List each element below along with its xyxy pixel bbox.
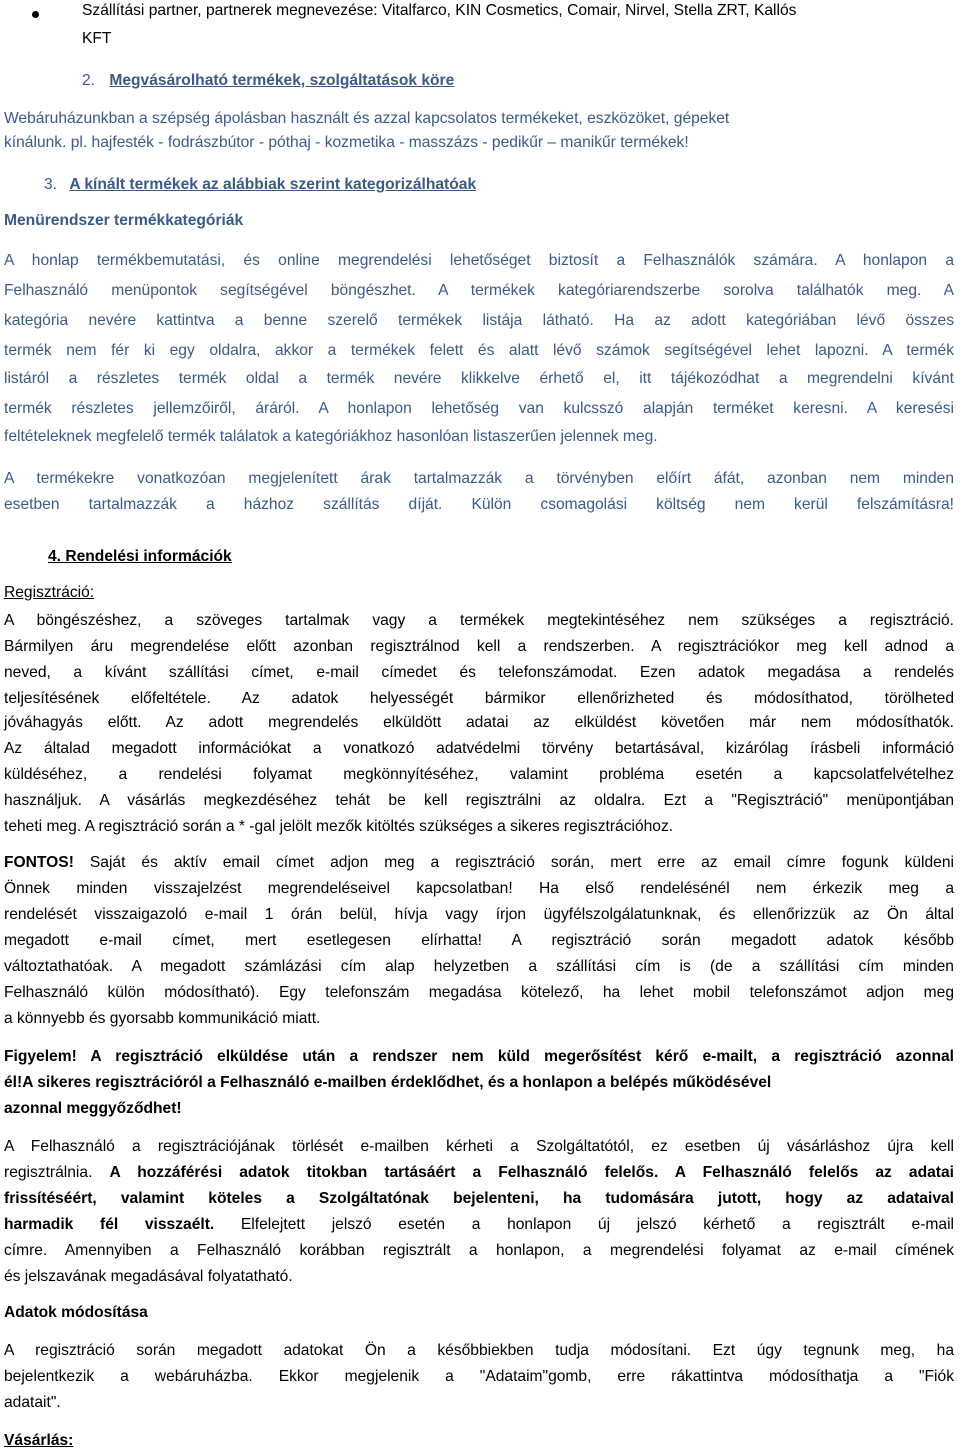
section-3-line: A honlap termékbemutatási, és online megrendelési lehetőséget biztosít a Felhasználók számára. A honlapon a	[4, 252, 954, 269]
delete-line: A Felhasználó a regisztrációjának törlését e-mailben kérheti a Szolgáltatótól, ez esetben új vásárláshoz újra kell	[4, 1138, 954, 1155]
section-3-line: kategória nevére kattintva a benne szerelő termékek listája látható. Ha az adott kategóriában lévő összes	[4, 312, 954, 329]
registration-line: használjuk. A vásárlás megkezdéséhez tehát be kell regisztrálni az oldalra. Ezt a "Regisztráció" menüpontjában	[4, 792, 954, 809]
section-3-title: A kínált termékek az alábbiak szerint kategorizálhatóak	[69, 176, 477, 193]
section-2-number: 2.	[82, 72, 96, 89]
delete-line: és jelszavának megadásával folyatatható.	[4, 1268, 293, 1285]
fontos-line: a könnyebb és gyorsabb kommunikáció miatt.	[4, 1010, 321, 1027]
modify-line: adatait".	[4, 1394, 61, 1411]
modify-line: bejelentkezik a webáruházba. Ekkor megjelenik a "Adataim"gomb, erre rákattintva módosíthatja a "Fiók	[4, 1368, 954, 1385]
registration-line: küldéséhez, a rendelési folyamat megkönnyítéséhez, valamint probléma esetén a kapcsolatfelvételhez	[4, 766, 954, 783]
fontos-line: Önnek minden visszajelzést megrendeléseivel kapcsolatban! Ha első rendelésénél nem érkezik meg a	[4, 880, 954, 897]
misuse-text: harmadik fél visszaélt.	[4, 1216, 215, 1233]
registration-line: neved, a kívánt szállítási címet, e-mail címedet és telefonszámodat. Ezen adatok megadása a rendelés	[4, 664, 954, 681]
price-line: esetben tartalmazzák a házhoz szállítás díját. Külön csomagolási költség nem kerül felszámításra!	[4, 496, 954, 513]
delete-line: címre. Amennyiben a Felhasználó korábban regisztrált a honlapon, a megrendelési folyamat az e-mail címének	[4, 1242, 954, 1259]
purchase-heading: Vásárlás:	[4, 1432, 74, 1449]
section-2-line: Webáruházunkban a szépség ápolásban használt és azzal kapcsolatos termékeket, eszközöket, gépeket	[4, 110, 730, 127]
fontos-line: Felhasználó külön módosítható). Egy telefonszám megadása kötelező, ha lehet mobil telefonszámot adjon meg	[4, 984, 954, 1001]
registration-line: A böngészéshez, a szöveges tartalmak vagy a termékek megtekintéséhez nem szükséges a regisztráció.	[4, 612, 954, 629]
registration-line: Bármilyen áru megrendelése előtt azonban regisztrálnod kell a rendszerben. A regisztrációkor meg kell adnod a	[4, 638, 954, 655]
modify-heading: Adatok módosítása	[4, 1304, 148, 1321]
delete-line-2	[4, 1162, 954, 1186]
bullet-icon	[32, 11, 39, 18]
section-3-line: Felhasználó menüpontok segítségével böngészhet. A termékek kategóriarendszerbe sorolva találhatók meg. A	[4, 282, 954, 299]
fontos-line: változtathatóak. A megadott számlázási cím alap helyzetben a szállítási cím is (de a szállítási cím minden	[4, 958, 954, 975]
delete-line-4	[4, 1214, 954, 1238]
registration-line: Az általad megadott információkat a vonatkozó adatvédelmi törvény betartásával, kizárólag írásbeli információ	[4, 740, 954, 757]
fontos-line: rendelését visszaigazoló e-mail 1 órán belül, hívja vagy írjon ügyfélszolgálatunknak, és ellenőrizzük az Ön által	[4, 906, 954, 923]
section-3-line: termék nem fér ki egy oldalra, akkor a termékek felett és alatt lévő számok segítségével lehet lapozni. A termék	[4, 342, 954, 359]
registration-line: teljesítésének előfeltétele. Az adatok helyességét bármikor ellenőrizheted és módosíthatod, törölheted	[4, 690, 954, 707]
fontos-text: Saját és aktív email címet adjon meg a regisztráció során, mert erre az email címre fogunk küldeni	[73, 854, 954, 871]
price-line: A termékekre vonatkozóan megjelenített árak tartalmazzák a törvényben előírt áfát, azonban nem minden	[4, 470, 954, 487]
section-2-heading	[82, 70, 954, 94]
fontos-label: FONTOS!	[4, 854, 74, 871]
warning-line: azonnal meggyőződhet!	[4, 1100, 182, 1117]
modify-line: A regisztráció során megadott adatokat Ön a későbbiekben tudja módosítani. Ezt úgy tegnunk meg, ha	[4, 1342, 954, 1359]
registration-heading: Regisztráció:	[4, 584, 95, 601]
password-text: Elfelejtett jelszó esetén a honlapon új jelszó kérhető a regisztrált e-mail	[214, 1216, 955, 1233]
section-3-line: listáról a részletes termék oldal a termék nevére klikkelve érhető el, itt tájékozódhat a megrendelni kívánt	[4, 370, 954, 387]
section-3-number: 3.	[44, 176, 58, 193]
section-3-line: termék részletes jellemzőiről, áráról. A honlapon lehetőség van kulcsszó alapján terméket keresni. A keresési	[4, 400, 954, 417]
fontos-paragraph-first	[4, 852, 954, 876]
registration-line: teheti meg. A regisztráció során a * -gal jelölt mezők kitöltés szükséges a sikeres regisztrációhoz.	[4, 818, 674, 835]
section-4-title: 4. Rendelési információk	[48, 548, 232, 565]
section-2-line: kínálunk. pl. hajfesték - fodrászbútor - póthaj - kozmetika - masszázs - pedikűr – manikűr termékek!	[4, 134, 689, 151]
delete-text: regisztrálnia.	[4, 1164, 110, 1181]
partners-text: Szállítási partner, partnerek megnevezése: Vitalfarco, KIN Cosmetics, Comair, Nirvel, Stella ZRT, Kallós	[82, 2, 797, 19]
delete-line: frissítéséért, valamint köteles a Szolgáltatónak bejelenteni, ha tudomására jutott, hogy az adataival	[4, 1190, 954, 1207]
section-2-title: Megvásárolható termékek, szolgáltatások köre	[109, 72, 455, 89]
section-3-line: feltételeknek megfelelő termék találatok a kategóriákhoz hasonlóan listaszerűen jelennek meg.	[4, 428, 658, 445]
section-3-heading	[44, 174, 954, 198]
partners-text-cont: KFT	[82, 30, 112, 47]
responsibility-text: A hozzáférési adatok titokban tartásáért a Felhasználó felelős. A Felhasználó felelős az adatai	[109, 1164, 955, 1181]
registration-line: jóváhagyás előtt. Az adott megrendelés elküldött adatai az elküldést követően már nem módosíthatók.	[4, 714, 954, 731]
partners-bullet-item	[82, 0, 954, 24]
fontos-line: megadott e-mail címet, mert esetlegesen elírhatta! A regisztráció során megadott adatok később	[4, 932, 954, 949]
warning-line: él!A sikeres regisztrációról a Felhasználó e-mailben érdeklődhet, és a honlapon a belépés működésével	[4, 1074, 772, 1091]
warning-line: Figyelem! A regisztráció elküldése után a rendszer nem küld megerősítést kérő e-mailt, a regisztráció azonnal	[4, 1048, 954, 1065]
section-3-subtitle: Menürendszer termékkategóriák	[4, 212, 244, 229]
